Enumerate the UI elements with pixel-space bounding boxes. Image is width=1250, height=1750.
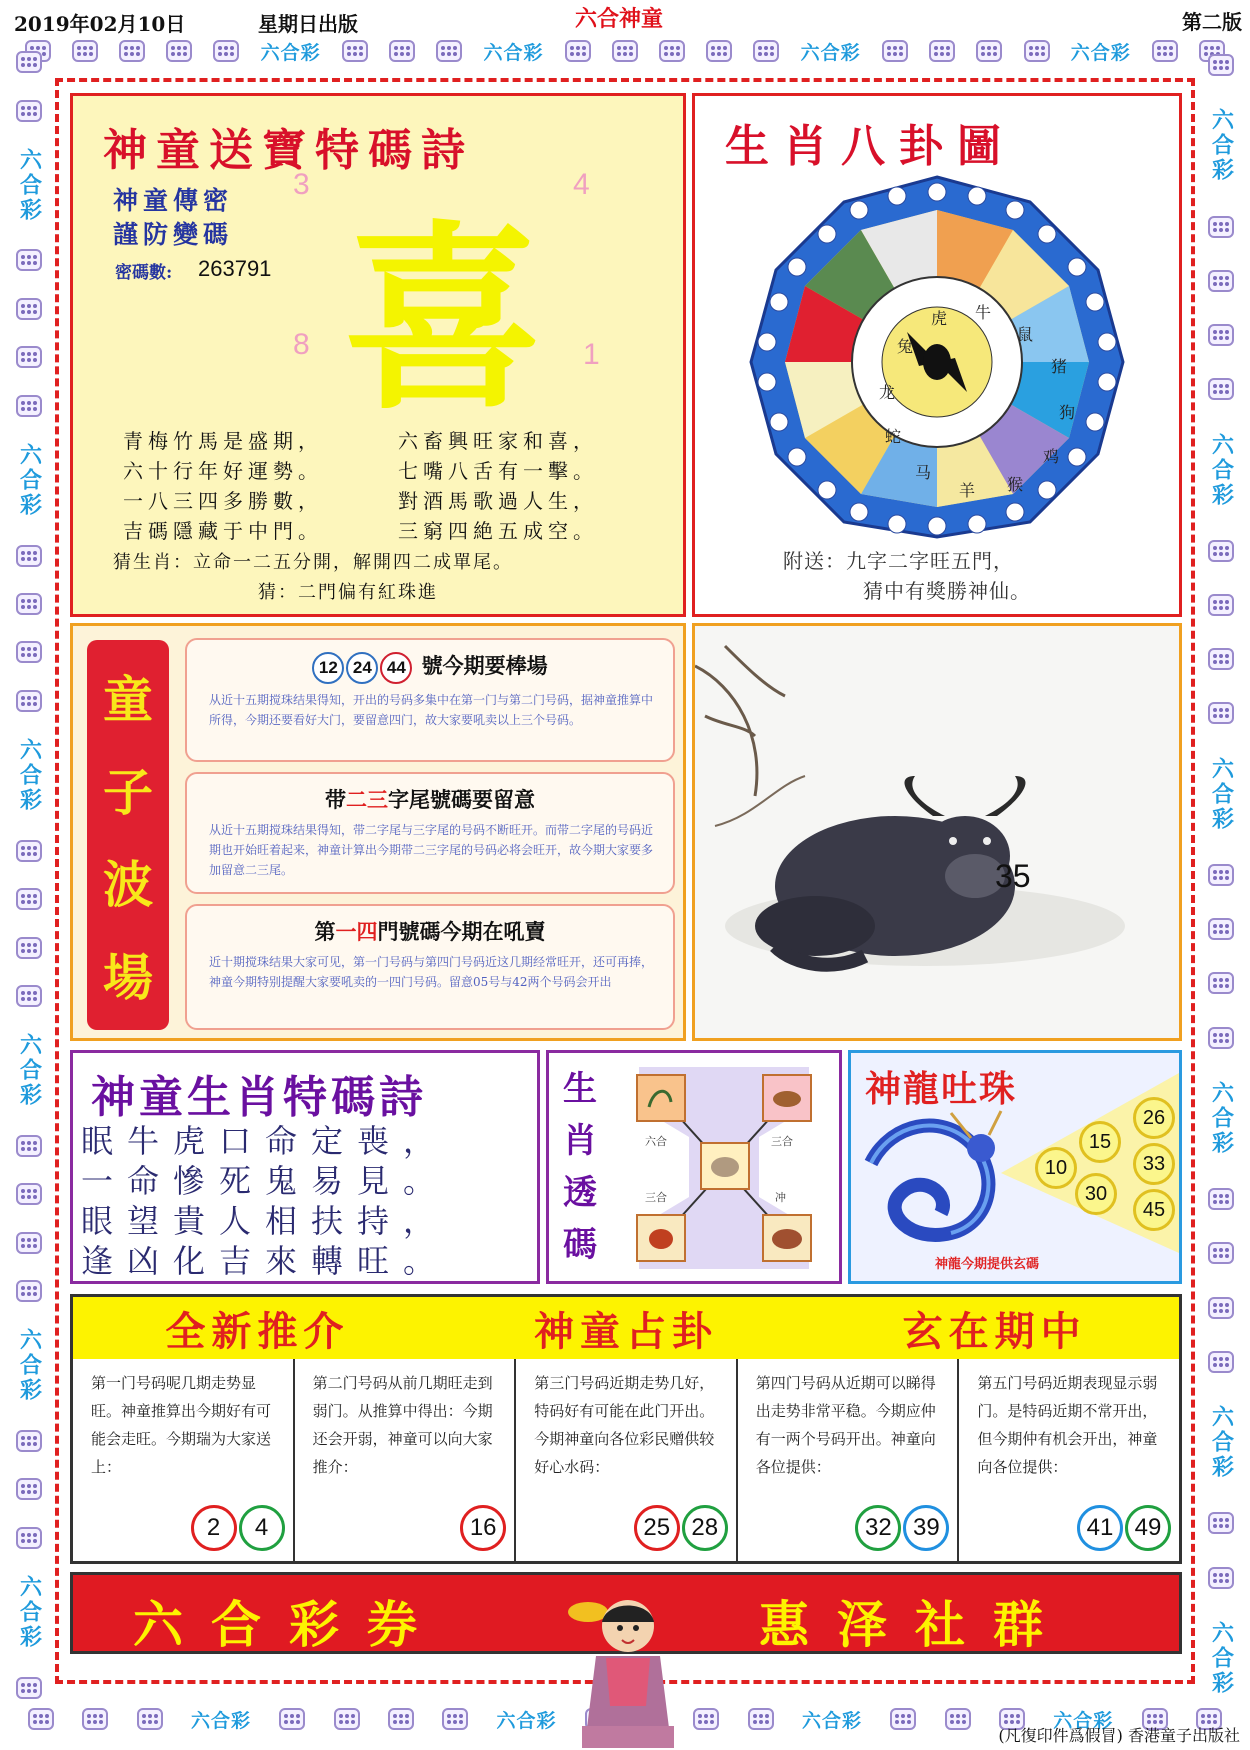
dot-box-icon bbox=[16, 249, 42, 271]
dot-box-icon bbox=[945, 1708, 971, 1730]
border-label: 六合彩 bbox=[260, 41, 321, 64]
dot-box-icon bbox=[16, 937, 42, 959]
zodiac-label: 牛 bbox=[975, 303, 992, 322]
side-title-char: 波 bbox=[103, 856, 153, 915]
zodiac-poem-line: 眼望貴人相扶持， bbox=[81, 1202, 450, 1240]
dot-box-icon bbox=[1208, 378, 1234, 400]
dot-box-icon bbox=[1208, 1351, 1234, 1373]
bagua-center-labels bbox=[867, 292, 1103, 528]
gate-column-1 bbox=[73, 1359, 295, 1561]
zodiac-label: 羊 bbox=[959, 481, 976, 500]
poem-line: 對酒馬歌過人生， bbox=[398, 489, 598, 513]
box-title-text: 號今期要棒場 bbox=[421, 654, 548, 678]
gift-line: 猜中有獎勝神仙。 bbox=[863, 579, 1031, 603]
dot-box-icon bbox=[82, 1708, 108, 1730]
gate-balls bbox=[632, 1505, 728, 1551]
gate-text: 第四门号码从近期可以睇得出走势非常平稳。今期应仲有一两个号码开出。神童向各位提供： bbox=[755, 1374, 936, 1476]
gift-line: 附送：九字二字旺五門， bbox=[783, 549, 1014, 573]
zodiac-poem-lines bbox=[81, 1121, 449, 1281]
dot-box-icon bbox=[166, 40, 192, 62]
bagua-gift-text bbox=[783, 546, 1031, 606]
page-header bbox=[0, 0, 1250, 38]
dot-box-icon bbox=[16, 888, 42, 910]
edition-label: 星期日出版 bbox=[258, 12, 358, 36]
poem-right-column bbox=[398, 426, 598, 546]
dot-box-icon bbox=[565, 40, 591, 62]
dot-box-icon bbox=[976, 40, 1002, 62]
transparent-title-char: 生 bbox=[563, 1069, 597, 1109]
zodiac-transparent-panel bbox=[546, 1050, 842, 1284]
dot-box-icon bbox=[612, 40, 638, 62]
border-label: 六合彩 bbox=[1208, 1405, 1234, 1481]
border-right bbox=[1206, 38, 1236, 1712]
dot-box-icon bbox=[16, 1677, 42, 1699]
dot-box-icon bbox=[16, 1183, 42, 1205]
child-wave-panel bbox=[70, 623, 686, 1041]
number-ball: 44 bbox=[380, 652, 412, 684]
gate-text: 第二门号码从前几期旺走到弱门。从推算中得出：今期还会开弱，神童可以向大家推介： bbox=[312, 1374, 493, 1476]
poem-line: 吉碼隱藏于中門。 bbox=[123, 519, 323, 543]
border-label: 六合彩 bbox=[16, 148, 42, 224]
transparent-title-char: 肖 bbox=[563, 1121, 597, 1161]
border-label: 六合彩 bbox=[1208, 108, 1234, 184]
border-label: 六合彩 bbox=[1070, 41, 1131, 64]
gate-ball: 4 bbox=[239, 1505, 285, 1551]
dot-box-icon bbox=[137, 1708, 163, 1730]
dot-box-icon bbox=[1208, 864, 1234, 886]
child-figure-icon bbox=[566, 1586, 676, 1750]
dot-box-icon bbox=[279, 1708, 305, 1730]
dot-box-icon bbox=[890, 1708, 916, 1730]
gate-column-2 bbox=[295, 1359, 517, 1561]
dot-box-icon bbox=[16, 1135, 42, 1157]
dot-box-icon bbox=[1208, 1297, 1234, 1319]
poem-left-column bbox=[123, 426, 323, 546]
pearl-ball: 10 bbox=[1035, 1147, 1077, 1189]
border-left bbox=[14, 38, 44, 1712]
dot-box-icon bbox=[334, 1708, 360, 1730]
zodiac-hint: 猜生肖：立命一二五分開，解開四二成單尾。 bbox=[113, 552, 513, 573]
zodiac-poem-title: 神童生肖特碼詩 bbox=[91, 1072, 427, 1123]
dot-box-icon bbox=[16, 641, 42, 663]
dot-box-icon bbox=[706, 40, 732, 62]
banner-right-text: 惠泽社群 bbox=[759, 1596, 1071, 1654]
border-label: 六合彩 bbox=[802, 1709, 863, 1732]
wave-box-body: 近十期搅珠结果大家可见，第一门号码与第四门号码近这几期经常旺开，还可再捧，神童今期特别提醒大家要吼卖的一四门号码。留意05号与42两个号码会开出 bbox=[209, 955, 654, 989]
dot-box-icon bbox=[16, 690, 42, 712]
gate-ball: 49 bbox=[1125, 1505, 1171, 1551]
side-title-char: 子 bbox=[103, 763, 153, 822]
page-number: 第二版 bbox=[1182, 10, 1242, 34]
gate-ball: 2 bbox=[191, 1505, 237, 1551]
dot-box-icon bbox=[436, 40, 462, 62]
zodiac-cross-diagram-icon bbox=[609, 1057, 839, 1279]
dot-box-icon bbox=[442, 1708, 468, 1730]
dot-box-icon bbox=[16, 1527, 42, 1549]
border-label: 六合彩 bbox=[191, 1709, 252, 1732]
relation-label: 六合 bbox=[645, 1135, 667, 1148]
dot-box-icon bbox=[16, 395, 42, 417]
dot-box-icon bbox=[1208, 540, 1234, 562]
corner-number: 8 bbox=[293, 328, 310, 361]
dot-box-icon bbox=[659, 40, 685, 62]
dot-box-icon bbox=[1208, 324, 1234, 346]
dot-box-icon bbox=[1208, 1188, 1234, 1210]
wave-box-2 bbox=[185, 772, 675, 894]
border-label: 六合彩 bbox=[483, 41, 544, 64]
divination-heading: 神童占卦 bbox=[533, 1308, 718, 1355]
zodiac-label: 狗 bbox=[1059, 403, 1076, 422]
wave-box-title bbox=[187, 650, 673, 684]
gate-text: 第一门号码呢几期走势显旺。神童推算出今期好有可能会走旺。今期瑞为大家送上： bbox=[91, 1374, 272, 1476]
divination-heading: 玄在期中 bbox=[902, 1308, 1087, 1355]
dot-box-icon bbox=[16, 51, 42, 73]
dot-box-icon bbox=[16, 100, 42, 122]
subtitle-line: 謹防變碼 bbox=[113, 220, 234, 249]
dot-box-icon bbox=[213, 40, 239, 62]
dot-box-icon bbox=[753, 40, 779, 62]
dot-box-icon bbox=[1208, 648, 1234, 670]
zodiac-label: 虎 bbox=[931, 309, 948, 328]
divination-heading-bar bbox=[73, 1297, 1179, 1359]
wave-box-body: 从近十五期搅珠结果得知，带二字尾与三字尾的号码不断旺开。而带二字尾的号码近期也开始旺着起来，神童计算出今期带二三字尾的号码必将会旺开，故今期大家要多加留意二三尾。 bbox=[209, 823, 654, 877]
dot-box-icon bbox=[1152, 40, 1178, 62]
dot-box-icon bbox=[1208, 54, 1234, 76]
border-top bbox=[14, 36, 1236, 66]
wave-box-1 bbox=[185, 638, 675, 762]
box-title-highlight: 一四 bbox=[335, 920, 378, 944]
banner-left-text: 六合彩券 bbox=[133, 1596, 445, 1654]
gate-text: 第三门号码近期走势几好，特码好有可能在此门开出。今期神童向各位彩民赠供较好心水码： bbox=[534, 1374, 715, 1476]
transparent-title-char: 碼 bbox=[563, 1225, 597, 1265]
dot-box-icon bbox=[16, 593, 42, 615]
poem-line: 六十行年好運勢。 bbox=[123, 459, 323, 483]
transparent-title-char: 透 bbox=[563, 1173, 597, 1213]
border-label: 六合彩 bbox=[1208, 432, 1234, 508]
zodiac-poem-line: 一命慘死鬼易見。 bbox=[81, 1162, 450, 1200]
dragon-caption: 神龍今期提供玄碼 bbox=[935, 1257, 1040, 1272]
wave-box-title bbox=[187, 784, 673, 814]
dot-box-icon bbox=[16, 545, 42, 567]
issue-date: 2019年02月10日 bbox=[14, 12, 186, 36]
ox-number: 35 bbox=[995, 858, 1031, 894]
relation-label: 冲 bbox=[775, 1191, 786, 1204]
dot-box-icon bbox=[16, 1478, 42, 1500]
zodiac-label: 马 bbox=[915, 463, 932, 482]
dot-box-icon bbox=[1208, 918, 1234, 940]
side-title-char: 童 bbox=[103, 671, 153, 730]
dot-box-icon bbox=[929, 40, 955, 62]
dot-box-icon bbox=[1208, 1512, 1234, 1534]
corner-number: 1 bbox=[583, 338, 600, 371]
pearl-ball: 33 bbox=[1133, 1143, 1175, 1185]
dot-box-icon bbox=[16, 346, 42, 368]
gate-ball: 39 bbox=[903, 1505, 949, 1551]
dot-box-icon bbox=[388, 1708, 414, 1730]
dot-box-icon bbox=[119, 40, 145, 62]
zodiac-label: 鸡 bbox=[1043, 447, 1060, 466]
wave-side-title bbox=[87, 640, 169, 1030]
zodiac-label: 鼠 bbox=[1017, 325, 1034, 344]
dot-box-icon bbox=[1208, 216, 1234, 238]
dot-box-icon bbox=[16, 1280, 42, 1302]
dot-box-icon bbox=[1024, 40, 1050, 62]
border-label: 六合彩 bbox=[1053, 1709, 1114, 1732]
transparent-title bbox=[563, 1063, 603, 1271]
poem-panel-title: 神童送寶特碼詩 bbox=[103, 125, 474, 176]
border-label: 六合彩 bbox=[16, 1575, 42, 1651]
dot-box-icon bbox=[882, 40, 908, 62]
zodiac-poem-panel bbox=[70, 1050, 540, 1284]
gate-column-4 bbox=[738, 1359, 960, 1561]
zodiac-bagua-panel bbox=[692, 93, 1182, 617]
poem-subtitle bbox=[113, 184, 233, 252]
border-label: 六合彩 bbox=[16, 1328, 42, 1404]
dot-box-icon bbox=[16, 985, 42, 1007]
box-title-text: 带 bbox=[325, 788, 346, 812]
divination-columns bbox=[73, 1359, 1179, 1561]
pearl-ball: 26 bbox=[1133, 1097, 1175, 1139]
gate-ball: 32 bbox=[855, 1505, 901, 1551]
gate-ball: 28 bbox=[682, 1505, 728, 1551]
ox-illustration-panel bbox=[692, 623, 1182, 1041]
dot-box-icon bbox=[693, 1708, 719, 1730]
dot-box-icon bbox=[16, 840, 42, 862]
dot-box-icon bbox=[1208, 702, 1234, 724]
hint-character: 喜 bbox=[343, 204, 544, 437]
divination-heading: 全新推介 bbox=[165, 1308, 350, 1355]
gate-balls bbox=[853, 1505, 949, 1551]
gate-column-5 bbox=[959, 1359, 1179, 1561]
bagua-title: 生肖八卦圖 bbox=[725, 121, 1015, 172]
dot-box-icon bbox=[16, 298, 42, 320]
wave-box-body: 从近十五期搅珠结果得知，开出的号码多集中在第一门与第二门号码，据神童推算中所得，今期还要看好大门，要留意四门，故大家要吼卖以上三个号码。 bbox=[209, 693, 654, 727]
wave-box-3 bbox=[185, 904, 675, 1030]
wave-box-title bbox=[187, 916, 673, 946]
gate-text: 第五门号码近期表现显示弱门。是特码近期不常开出，但今期仲有机会开出，神童向各位提供： bbox=[977, 1374, 1158, 1476]
number-ball: 12 bbox=[312, 652, 344, 684]
dot-box-icon bbox=[1208, 594, 1234, 616]
dot-box-icon bbox=[748, 1708, 774, 1730]
number-ball: 24 bbox=[346, 652, 378, 684]
zodiac-label: 猴 bbox=[1007, 475, 1024, 494]
dot-box-icon bbox=[1208, 1027, 1234, 1049]
relation-label: 三合 bbox=[771, 1135, 793, 1148]
dot-box-icon bbox=[1208, 270, 1234, 292]
border-label: 六合彩 bbox=[16, 1033, 42, 1109]
special-code-poem-panel bbox=[70, 93, 686, 617]
zodiac-label: 猪 bbox=[1051, 357, 1068, 376]
corner-number: 4 bbox=[573, 168, 590, 201]
pearl-ball: 15 bbox=[1079, 1121, 1121, 1163]
dragon-panel-title: 神龍吐珠 bbox=[865, 1068, 1018, 1110]
border-label: 六合彩 bbox=[1208, 1620, 1234, 1696]
poem-line: 七嘴八舌有一擊。 bbox=[398, 459, 598, 483]
poem-line: 六畜興旺家和喜， bbox=[398, 429, 598, 453]
poem-line: 三窮四絶五成空。 bbox=[398, 519, 598, 543]
gate-column-3 bbox=[516, 1359, 738, 1561]
gate-ball: 41 bbox=[1077, 1505, 1123, 1551]
ox-painting-icon bbox=[695, 626, 1179, 1038]
publisher-name: 六合神童 bbox=[575, 6, 664, 32]
dot-box-icon bbox=[16, 1430, 42, 1452]
border-label: 六合彩 bbox=[16, 738, 42, 814]
zodiac-label: 蛇 bbox=[885, 427, 902, 446]
zodiac-label: 兔 bbox=[897, 337, 914, 356]
zodiac-label: 龙 bbox=[879, 383, 896, 402]
subtitle-line: 神童傳密 bbox=[113, 186, 234, 215]
box-title-text: 字尾號碼要留意 bbox=[388, 788, 535, 812]
code-label: 密碼數: bbox=[115, 263, 173, 283]
dot-box-icon bbox=[16, 1232, 42, 1254]
border-label: 六合彩 bbox=[1208, 1080, 1234, 1156]
zodiac-poem-line: 逢凶化吉來轉旺。 bbox=[81, 1242, 450, 1280]
poem-line: 青梅竹馬是盛期， bbox=[123, 429, 323, 453]
zodiac-poem-line: 眠牛虎口命定喪， bbox=[81, 1122, 450, 1160]
gate-ball: 16 bbox=[460, 1505, 506, 1551]
border-label: 六合彩 bbox=[800, 41, 861, 64]
box-title-text: 門號碼今期在吼賣 bbox=[377, 920, 546, 944]
dot-box-icon bbox=[389, 40, 415, 62]
relation-label: 三合 bbox=[645, 1191, 667, 1204]
divination-panel bbox=[70, 1294, 1182, 1564]
code-value: 263791 bbox=[198, 256, 272, 281]
dot-box-icon bbox=[72, 40, 98, 62]
box-title-highlight: 二三 bbox=[346, 788, 388, 812]
side-title-char: 場 bbox=[103, 948, 153, 1007]
gate-balls bbox=[189, 1505, 285, 1551]
dot-box-icon bbox=[1208, 1567, 1234, 1589]
gate-balls bbox=[1075, 1505, 1171, 1551]
border-label: 六合彩 bbox=[496, 1709, 557, 1732]
dot-box-icon bbox=[1208, 972, 1234, 994]
dot-box-icon bbox=[342, 40, 368, 62]
pearl-ball: 30 bbox=[1075, 1173, 1117, 1215]
copyright-notice: (凡復印件爲假冒) 香港童子出版社 bbox=[998, 1726, 1240, 1745]
border-label: 六合彩 bbox=[16, 443, 42, 519]
dot-box-icon bbox=[1208, 1242, 1234, 1264]
gate-balls bbox=[458, 1505, 506, 1551]
gate-ball: 25 bbox=[634, 1505, 680, 1551]
border-label: 六合彩 bbox=[1208, 756, 1234, 832]
pearl-ball: 45 bbox=[1133, 1189, 1175, 1231]
box-title-text: 第 bbox=[314, 920, 336, 944]
dragon-pearl-panel bbox=[848, 1050, 1182, 1284]
guess-hint: 猜：二門偏有紅珠進 bbox=[258, 582, 438, 603]
corner-number: 3 bbox=[293, 168, 310, 201]
poem-line: 一八三四多勝數， bbox=[123, 489, 323, 513]
